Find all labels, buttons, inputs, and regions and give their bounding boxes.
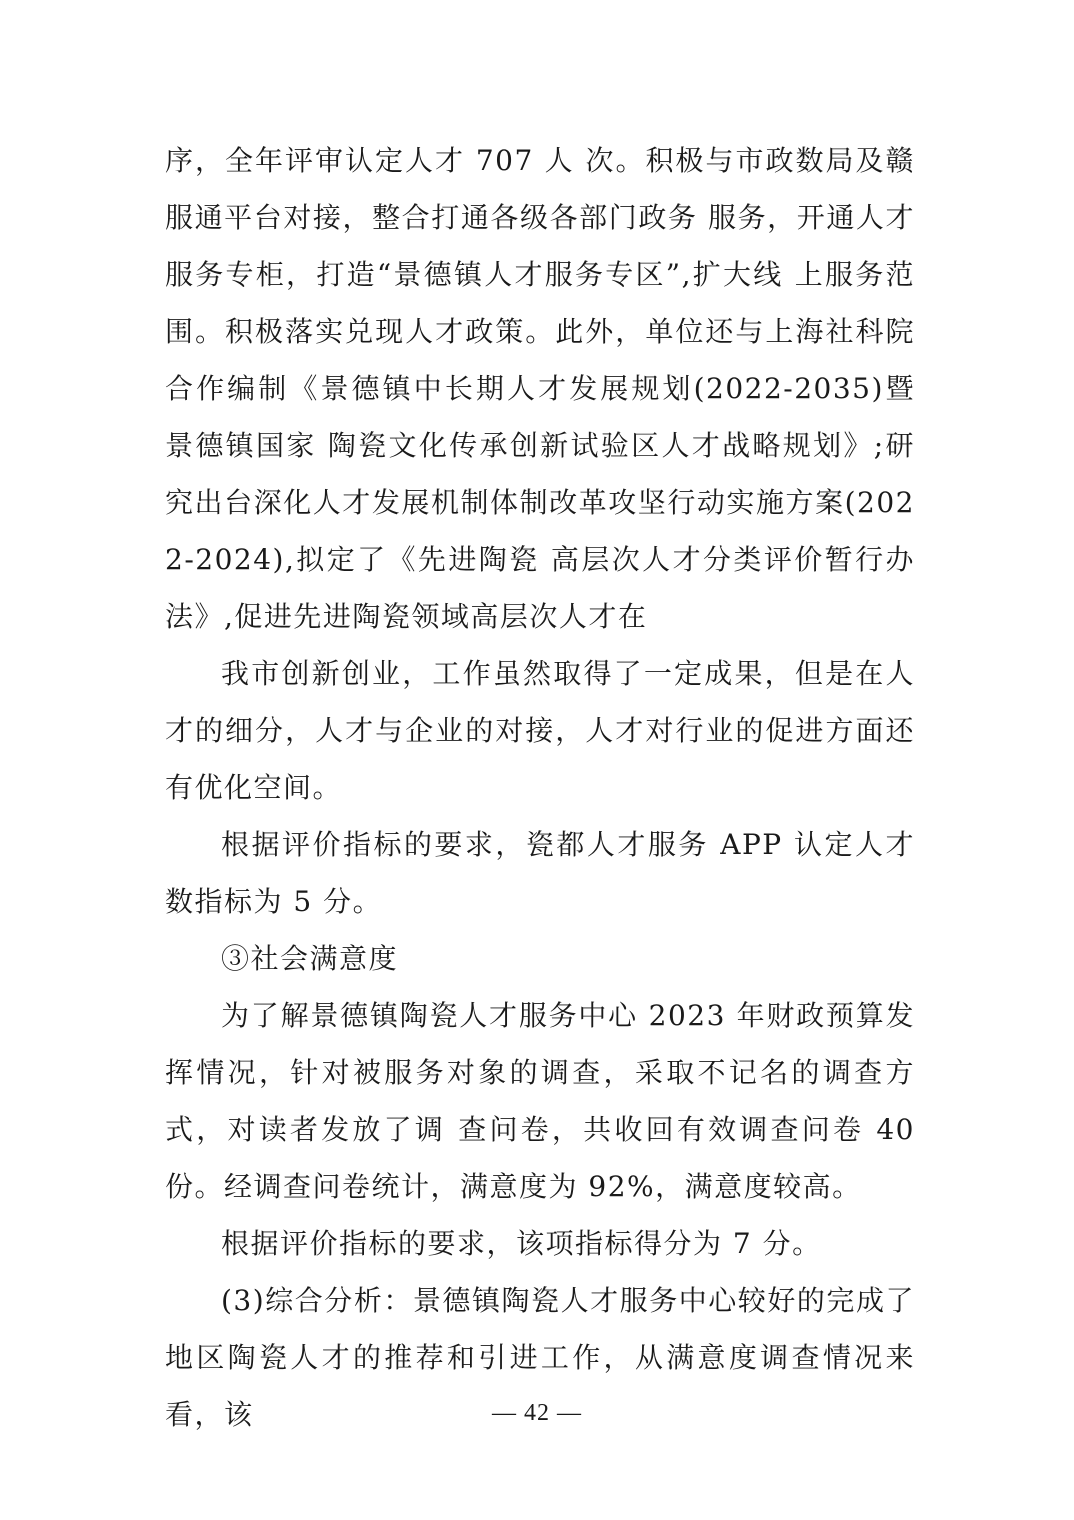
paragraph-talent-policy: 序，全年评审认定人才 707 人 次。积极与市政数局及赣服通平台对接，整合打通各级各部门政务 服务，开通人才服务专柜，打造“景德镇人才服务专区”,扩大线 上服务范围。积极落实兑现人才政策。此外，单位还与上海社科院 合作编制《景德镇中长期人才发展规划(2022-2035)暨景德镇国家 陶瓷文化传承创新试验区人才战略规划》;研究出台深化人才发展机制体制改革攻坚行动实施方案(2022-2024),拟定了《先进陶瓷 高层次人才分类评价暂行办法》,促进先进陶瓷领域高层次人才在 [165, 144, 915, 633]
paragraph-comprehensive-analysis: (3)综合分析：景德镇陶瓷人才服务中心较好的完成了地区陶瓷人才的推荐和引进工作，从满意度调查情况来看，该 [165, 1284, 915, 1431]
body-text [165, 132, 915, 1443]
paragraph-survey: 为了解景德镇陶瓷人才服务中心 2023 年财政预算发挥情况，针对被服务对象的调查，采取不记名的调查方式，对读者发放了调 查问卷，共收回有效调查问卷 40 份。经调查问卷统计，满意度为 92%，满意度较高。 [165, 999, 915, 1203]
paragraph-innovation-summary: 我市创新创业，工作虽然取得了一定成果，但是在人才的细分，人才与企业的对接，人才对行业的促进方面还有优化空间。 [165, 657, 915, 804]
paragraph-app-score: 根据评价指标的要求，瓷都人才服务 APP 认定人才数指标为 5 分。 [165, 828, 915, 918]
paragraph-satisfaction-score: 根据评价指标的要求，该项指标得分为 7 分。 [221, 1227, 822, 1260]
section-heading-satisfaction: ③社会满意度 [221, 942, 399, 975]
page-number: — 42 — [492, 1400, 582, 1426]
